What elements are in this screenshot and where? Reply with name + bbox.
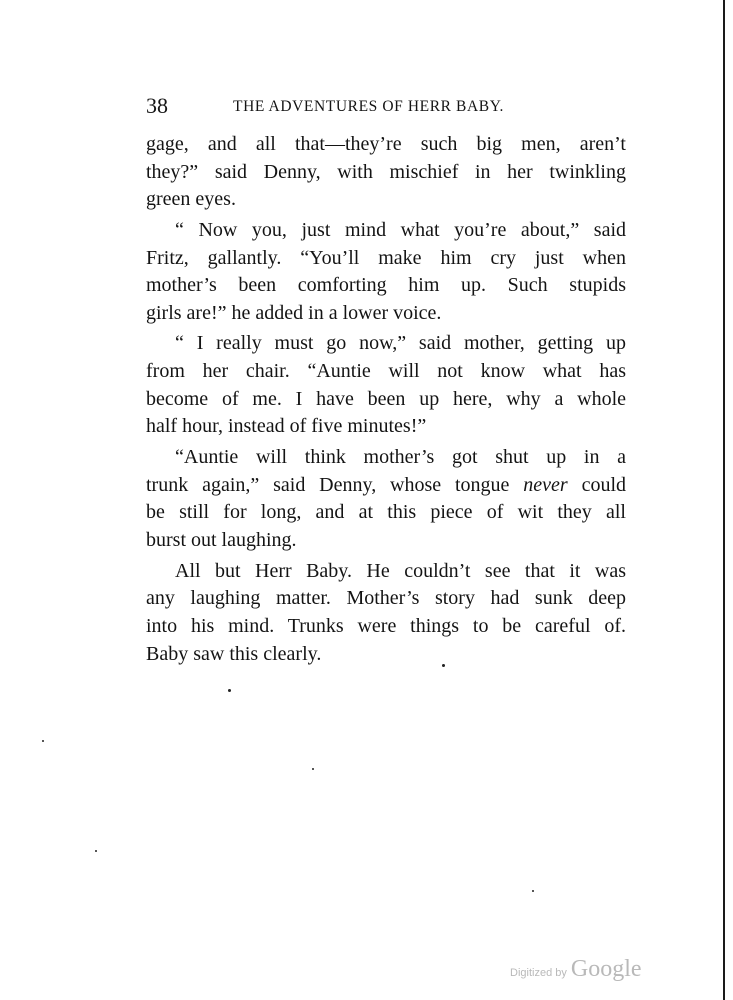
text-fragment: trunk again,” said Denny, whose tongue — [146, 473, 510, 496]
paragraph-3 — [146, 330, 626, 441]
page-edge-line — [723, 0, 725, 1000]
watermark-digitized-label: Digitized by — [510, 967, 567, 979]
text-line: any laughing matter. Mother’s story had sunk deep — [146, 587, 626, 610]
page-number: 38 — [146, 93, 168, 118]
digitized-by-google-watermark — [510, 956, 642, 984]
page-header — [146, 94, 626, 118]
text-line: half hour, instead of five minutes!” — [146, 415, 427, 438]
print-speck — [312, 768, 314, 770]
text-line: green eyes. — [146, 188, 236, 211]
text-line: from her chair. “Auntie will not know what has — [146, 360, 626, 383]
paragraph-1 — [146, 131, 626, 214]
text-line: burst out laughing. — [146, 529, 297, 552]
paragraph-2 — [146, 217, 626, 328]
print-speck — [42, 740, 44, 742]
text-line: be still for long, and at this piece of wit they all — [146, 501, 626, 524]
text-line: “ Now you, just mind what you’re about,” said — [175, 218, 626, 241]
text-line: “Auntie will think mother’s got shut up in a — [175, 445, 626, 468]
text-line-with-emphasis — [146, 472, 626, 500]
running-head: THE ADVENTURES OF HERR BABY. — [233, 98, 504, 115]
paragraph-5 — [146, 558, 626, 669]
print-speck — [442, 664, 445, 667]
text-fragment: could — [567, 473, 627, 496]
text-line: become of me. I have been up here, why a whole — [146, 387, 626, 410]
emphasis-never: never — [523, 473, 568, 496]
print-speck — [228, 689, 231, 692]
body-text — [146, 131, 626, 668]
text-line: girls are!” he added in a lower voice. — [146, 301, 442, 324]
paragraph-4 — [146, 444, 626, 555]
text-line: into his mind. Trunks were things to be careful of. — [146, 614, 626, 637]
text-line: Fritz, gallantly. “You’ll make him cry just when — [146, 246, 626, 269]
text-line: they?” said Denny, with mischief in her twinkling — [146, 160, 626, 183]
text-line: “ I really must go now,” said mother, getting up — [175, 332, 626, 355]
text-line: Baby saw this clearly. — [146, 642, 322, 665]
text-line: mother’s been comforting him up. Such stupids — [146, 274, 626, 297]
print-speck — [95, 850, 97, 852]
text-line: gage, and all that—they’re such big men, aren’t — [146, 133, 626, 155]
watermark-brand: Google — [570, 956, 642, 982]
text-line: All but Herr Baby. He couldn’t see that it was — [175, 559, 626, 582]
print-speck — [532, 890, 534, 892]
